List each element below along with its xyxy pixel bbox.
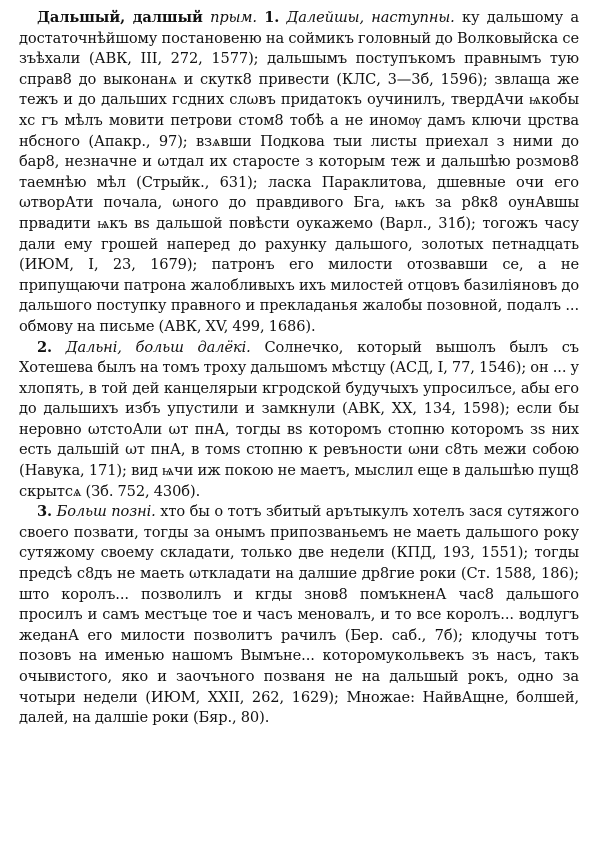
entry-sense-1 — [19, 8, 579, 338]
sense-number: 3. — [37, 503, 53, 521]
sense-gloss: Дальні, больш далёкі. — [65, 338, 251, 356]
sense-gloss: Больш позні. — [56, 503, 156, 521]
grammar-label: прым. — [210, 9, 257, 26]
sense-number: 2. — [37, 338, 53, 356]
sense-gloss: Далейшы, наступны. — [286, 9, 455, 26]
entry-sense-3 — [19, 502, 579, 729]
entry-sense-2 — [19, 338, 579, 503]
sense-citations: Солнечко, который вышолъ былъ съ Хотешева былъ на томъ троху дальшомъ мѣстцу (АСД, I, 77, 1546); он ... у хлопять, в той дей канцелярыи кгродской будучыхъ упросилъсе, абы его до дальшихъ избъ упустили и замкнули (АВК, XX, 134, 1598); если бы неровно ωтстоАли ωт пнА, тогды вs которомъ стопню которомъ зs них есть дальшій ωт пнА, в томs стопню к ревъности ωни с8ть межи собою (Навука, 171); вид ѩчи иж покою не маетъ, мыслил еще в дальшѣю пущ8 скрытсѧ (Зб. 752, 430б). — [19, 338, 579, 500]
sense-number: 1. — [264, 9, 280, 26]
headword: Дальшый, далшый — [37, 9, 203, 26]
sense-citations: хто бы о тотъ збитый арътыкулъ хотелъ зася сутяжого своего позвати, тогды за онымъ припозваньемъ не маеть дальшого року сутяжому своему складати, только две недели (КПД, 193, 1551); тогды предсѣ с8дъ не маеть ωткладати на далшие др8гие роки (Ст. 1588, 186); што королъ... позволилъ и кгды знов8 помъкненА час8 дальшого просилъ и самъ местъце тое и часъ меновалъ, и то все королъ... водлугъ жеданА его милости позволитъ рачилъ (Бер. саб., 7б); клодучы тотъ позовъ на именью нашомъ Вымъне... которомукольвекъ зъ насъ, такъ очывистого, яко и заочъного позваня не на дальшый рокъ, одно за чотыри недели (ИЮМ, XXII, 262, 1629); Множае: НайвАщне, болшей, далей, на далшіе роки (Бяр., 80). — [19, 503, 580, 727]
sense-citations: ку дальшому а достаточнѣйшому постановеню на соймикъ головный до Волковыйска се зъѣхали (АВК, III, 272, 1577); дальшымъ поступъкомъ правнымъ тую справ8 до выконанѧ и скутк8 привести (КЛС, 3—3б, 1596); звлаща же тежъ и до дальших гсдних слωвъ придатокъ оучинилъ, твердАчи ѩкобы хс гъ мѣлъ мовити петрови стом8 тобѣ а не иномѹ дамъ ключи црства нбсного (Апакр., 97); взѧвши Подкова тыи листы приехал з ними до бар8, незначне и ωтдал их старосте з которым теж и дальшѣю розмов8 таемнѣю мѣл (Стрыйк., 631); ласка Параклитова, дшевные очи его ωтворАти почала, ωного до правдивого Бга, ѩкъ за р8к8 оунАвшы првадити ѩкъ вs дальшой повѣсти оукажемо (Варл., 31б); тогожъ часу дали ему грошей наперед до рахунку дальшого, золотых петнадцать (ИЮМ, I, 23, 1679); патронъ его милости отозвавши се, а не припущаючи патрона жалобливыхъ ихъ милостей отцовъ базиліяновъ до дальшого поступку правного и прекладанья жалобы позовной, подалъ ... обмову на письме (АВК, XV, 499, 1686). — [19, 9, 580, 335]
